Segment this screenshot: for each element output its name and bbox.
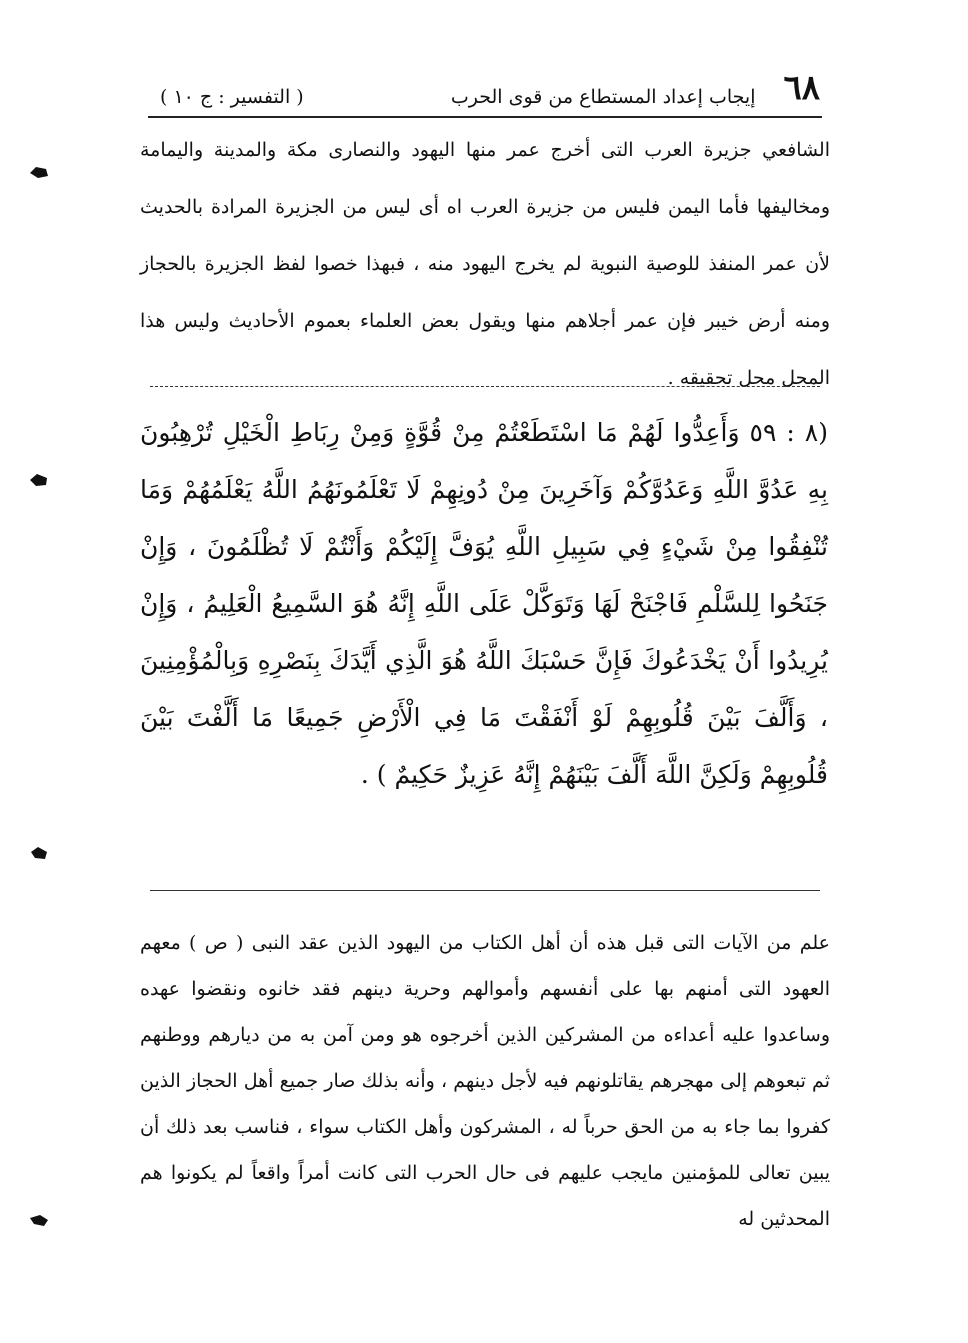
commentary-paragraph-1: الشافعي جزيرة العرب التى أخرج عمر منها اليهود والنصارى مكة والمدينة واليمامة ومخاليفها فأما اليمن فليس من جزيرة العرب اه أى ليس من الجزيرة المرادة بالحديث لأن عمر المنفذ للوصية النبوية لم يخرج اليهود منه ، فبهذا خصوا لفظ الجزيرة بالحجاز ومنه أرض خيبر فإن عمر أجلاهم منها ويقول بعض العلماء بعموم الأحاديث وليس هذا المحل محل تحقيقه . xyxy=(140,139,830,389)
page-number: ٦٨ xyxy=(783,68,820,108)
binding-hole-mark xyxy=(28,164,50,180)
header-rule xyxy=(148,116,822,118)
commentary-paragraph-2: علم من الآيات التى قبل هذه أن أهل الكتاب من اليهود الذين عقد النبى ( ص ) معهم العهود التى أمنهم بها على أنفسهم وأموالهم وحرية دينهم فقد خانوه ونقضوا عهده وساعدوا عليه أعداءه من المشركين الذين أخرجوه هو ومن آمن به من ديارهم ووطنهم ثم تبعوهم إلى مهجرهم يقاتلونهم فيه لأجل دينهم ، وأنه بذلك صار جميع أهل الحجاز الذين كفروا بما جاء به من الحق حرباً له ، المشركون وأهل الكتاب سواء ، فناسب بعد ذلك أن يبين تعالى للمؤمنين مايجب عليهم فى حال الحرب التى كانت أمراً واقعاً لم يكونوا هم المحدثين له xyxy=(140,932,830,1230)
section-divider-top xyxy=(150,386,820,387)
binding-hole-mark xyxy=(28,472,50,488)
quran-verse-block: (٨ : ٥٩ وَأَعِدُّوا لَهُمْ مَا اسْتَطَعْتُمْ مِنْ قُوَّةٍ وَمِنْ رِبَاطِ الْخَيْلِ تُرْهِبُونَ بِهِ عَدُوَّ اللَّهِ وَعَدُوَّكُمْ وَآخَرِينَ مِنْ دُونِهِمْ لَا تَعْلَمُونَهُمُ اللَّهُ يَعْلَمُهُمْ وَمَا تُنْفِقُوا مِنْ شَيْءٍ فِي سَبِيلِ اللَّهِ يُوَفَّ إِلَيْكُمْ وَأَنْتُمْ لَا تُظْلَمُونَ ، وَإِنْ جَنَحُوا لِلسَّلْمِ فَاجْنَحْ لَهَا وَتَوَكَّلْ عَلَى اللَّهِ إِنَّهُ هُوَ السَّمِيعُ الْعَلِيمُ ، وَإِنْ يُرِيدُوا أَنْ يَخْدَعُوكَ فَإِنَّ حَسْبَكَ اللَّهُ هُوَ الَّذِي أَيَّدَكَ بِنَصْرِهِ وَبِالْمُؤْمِنِينَ ، وَأَلَّفَ بَيْنَ قُلُوبِهِمْ لَوْ أَنْفَقْتَ مَا فِي الْأَرْضِ جَمِيعًا مَا أَلَّفْتَ بَيْنَ قُلُوبِهِمْ وَلَكِنَّ اللَّهَ أَلَّفَ بَيْنَهُمْ إِنَّهُ عَزِيزٌ حَكِيمٌ ) . xyxy=(140,418,828,789)
page-header xyxy=(160,62,820,108)
section-divider-bottom xyxy=(150,890,820,891)
binding-hole-mark xyxy=(28,845,50,861)
book-reference: ( التفسير : ج ١٠ ) xyxy=(160,86,304,108)
binding-hole-mark xyxy=(28,1212,50,1228)
running-title: إيجاب إعداد المستطاع من قوى الحرب xyxy=(450,86,756,108)
